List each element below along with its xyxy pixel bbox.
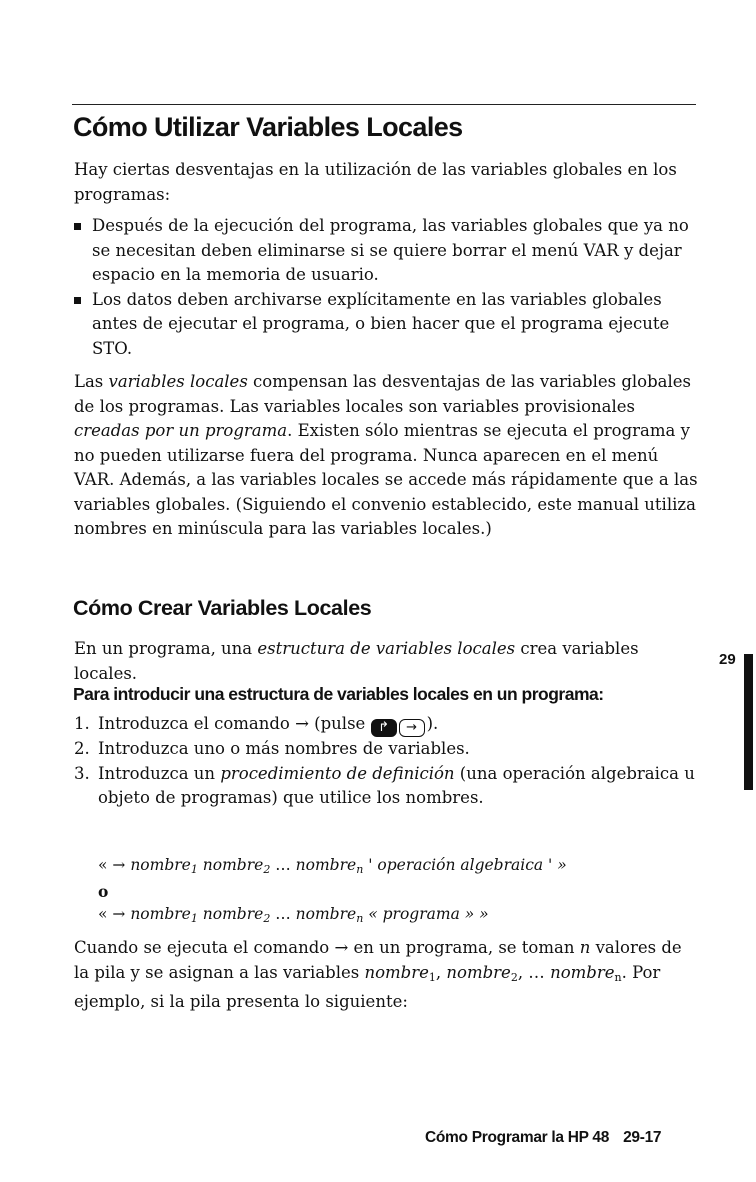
emphasis-term: creadas por un programa <box>74 421 288 440</box>
text-run: , … <box>517 962 551 982</box>
bullet-item <box>74 214 700 288</box>
text-run: crea variables locales. <box>74 639 639 683</box>
subscript: n <box>356 912 364 925</box>
emphasis-term: nombre <box>364 962 429 982</box>
step-text: Introduzca uno o más nombres de variables. <box>98 739 470 758</box>
delimiter: « → <box>98 905 131 923</box>
square-bullet-icon <box>74 223 81 230</box>
procedure-heading: Para introducir una estructura de variables locales en un programa: <box>73 684 604 704</box>
syntax-program <box>98 903 489 930</box>
syntax-algebraic <box>98 854 567 881</box>
text-run: , <box>435 962 447 982</box>
or-separator: o <box>98 882 109 901</box>
bullet-text: Después de la ejecución del programa, las variables globales que ya no se necesitan deben eliminarse si se quiere borrar el menú VAR y dejar espacio en la memoria de usuario. <box>92 216 689 284</box>
algebraic-expression: ' operación algebraica ' » <box>363 856 567 874</box>
chapter-tab-bar <box>744 654 753 790</box>
text-run: Las <box>74 372 109 391</box>
step-number: 2. <box>74 739 90 758</box>
chapter-tab-label: 29 <box>719 651 736 668</box>
right-shift-key-icon: ↱ <box>371 719 397 737</box>
var-name: nombre <box>130 905 191 923</box>
step-text: Introduzca un <box>98 763 221 783</box>
square-bullet-icon <box>74 297 81 304</box>
var-name: nombre <box>295 905 357 923</box>
subscript: 2 <box>263 863 271 876</box>
var-name: nombre <box>295 856 357 874</box>
subscript: 1 <box>190 912 198 925</box>
text-run: compensan las desventajas de las variables globales de los programas. Las variables locales son variables provisionales <box>74 372 692 416</box>
ellipsis: … <box>270 856 296 874</box>
emphasis-term: n <box>579 938 591 957</box>
ellipsis: … <box>270 905 296 923</box>
step-number: 3. <box>74 763 90 783</box>
subsection-heading: Cómo Crear Variables Locales <box>73 596 372 620</box>
emphasis-term: estructura de variables locales <box>257 639 516 658</box>
bullet-item <box>74 288 700 362</box>
page-footer <box>425 1129 661 1147</box>
subscript: 2 <box>263 912 271 925</box>
top-rule <box>72 104 696 105</box>
step-number: 1. <box>74 714 90 733</box>
subscript: n <box>356 863 364 876</box>
text-run: valores de la pila y se asignan a las variables <box>74 938 682 982</box>
bullet-text: Los datos deben archivarse explícitamente en las variables globales antes de ejecutar el programa, o bien hacer que el programa ejecute STO. <box>92 289 670 358</box>
text-run: En un programa, una <box>74 639 258 658</box>
local-variables-paragraph <box>74 370 700 542</box>
subscript: 1 <box>190 863 198 876</box>
intro-paragraph: Hay ciertas desventajas en la utilización de las variables globales en los programas: <box>74 160 677 204</box>
var-name: nombre <box>130 856 191 874</box>
step-item <box>74 737 700 762</box>
var-name: nombre <box>197 905 264 923</box>
subscript: 1 <box>428 970 436 984</box>
page-number: 29-17 <box>623 1129 662 1146</box>
program-expression: « programa » » <box>363 905 489 923</box>
emphasis-term: variables locales <box>108 372 248 391</box>
structure-paragraph <box>74 637 700 686</box>
step-text: Introduzca el comando → (pulse <box>98 714 371 733</box>
subscript: 2 <box>510 970 518 984</box>
step-item <box>74 712 700 737</box>
text-run: . Por ejemplo, si la pila presenta lo siguiente: <box>74 962 661 1011</box>
execution-paragraph <box>74 936 700 1015</box>
emphasis-term: procedimiento de definición <box>220 763 455 783</box>
right-arrow-key-icon: → <box>399 719 425 737</box>
text-run: . Existen sólo mientras se ejecuta el programa y no pueden utilizarse fuera del programa. Nunca aparecen en el menú VAR. Además, a las variables locales se accede más rápidamente que a las variables globales. (Siguiendo el convenio establecido, este manual utiliza nombres en minúscula para las variables locales.) <box>74 421 698 538</box>
text-run: Cuando se ejecuta el comando → en un programa, se toman <box>74 938 580 957</box>
emphasis-term: nombre <box>446 962 511 982</box>
footer-title: Cómo Programar la HP 48 <box>425 1129 610 1146</box>
subscript: n <box>614 970 622 984</box>
emphasis-term: nombre <box>550 962 615 982</box>
step-text: ). <box>426 714 439 733</box>
step-text: (una operación algebraica u objeto de programas) que utilice los nombres. <box>98 763 695 807</box>
bullet-list <box>74 214 700 361</box>
steps-list <box>74 712 700 811</box>
var-name: nombre <box>197 856 264 874</box>
step-item <box>74 762 700 811</box>
delimiter: « → <box>98 856 131 874</box>
section-heading: Cómo Utilizar Variables Locales <box>73 112 463 142</box>
